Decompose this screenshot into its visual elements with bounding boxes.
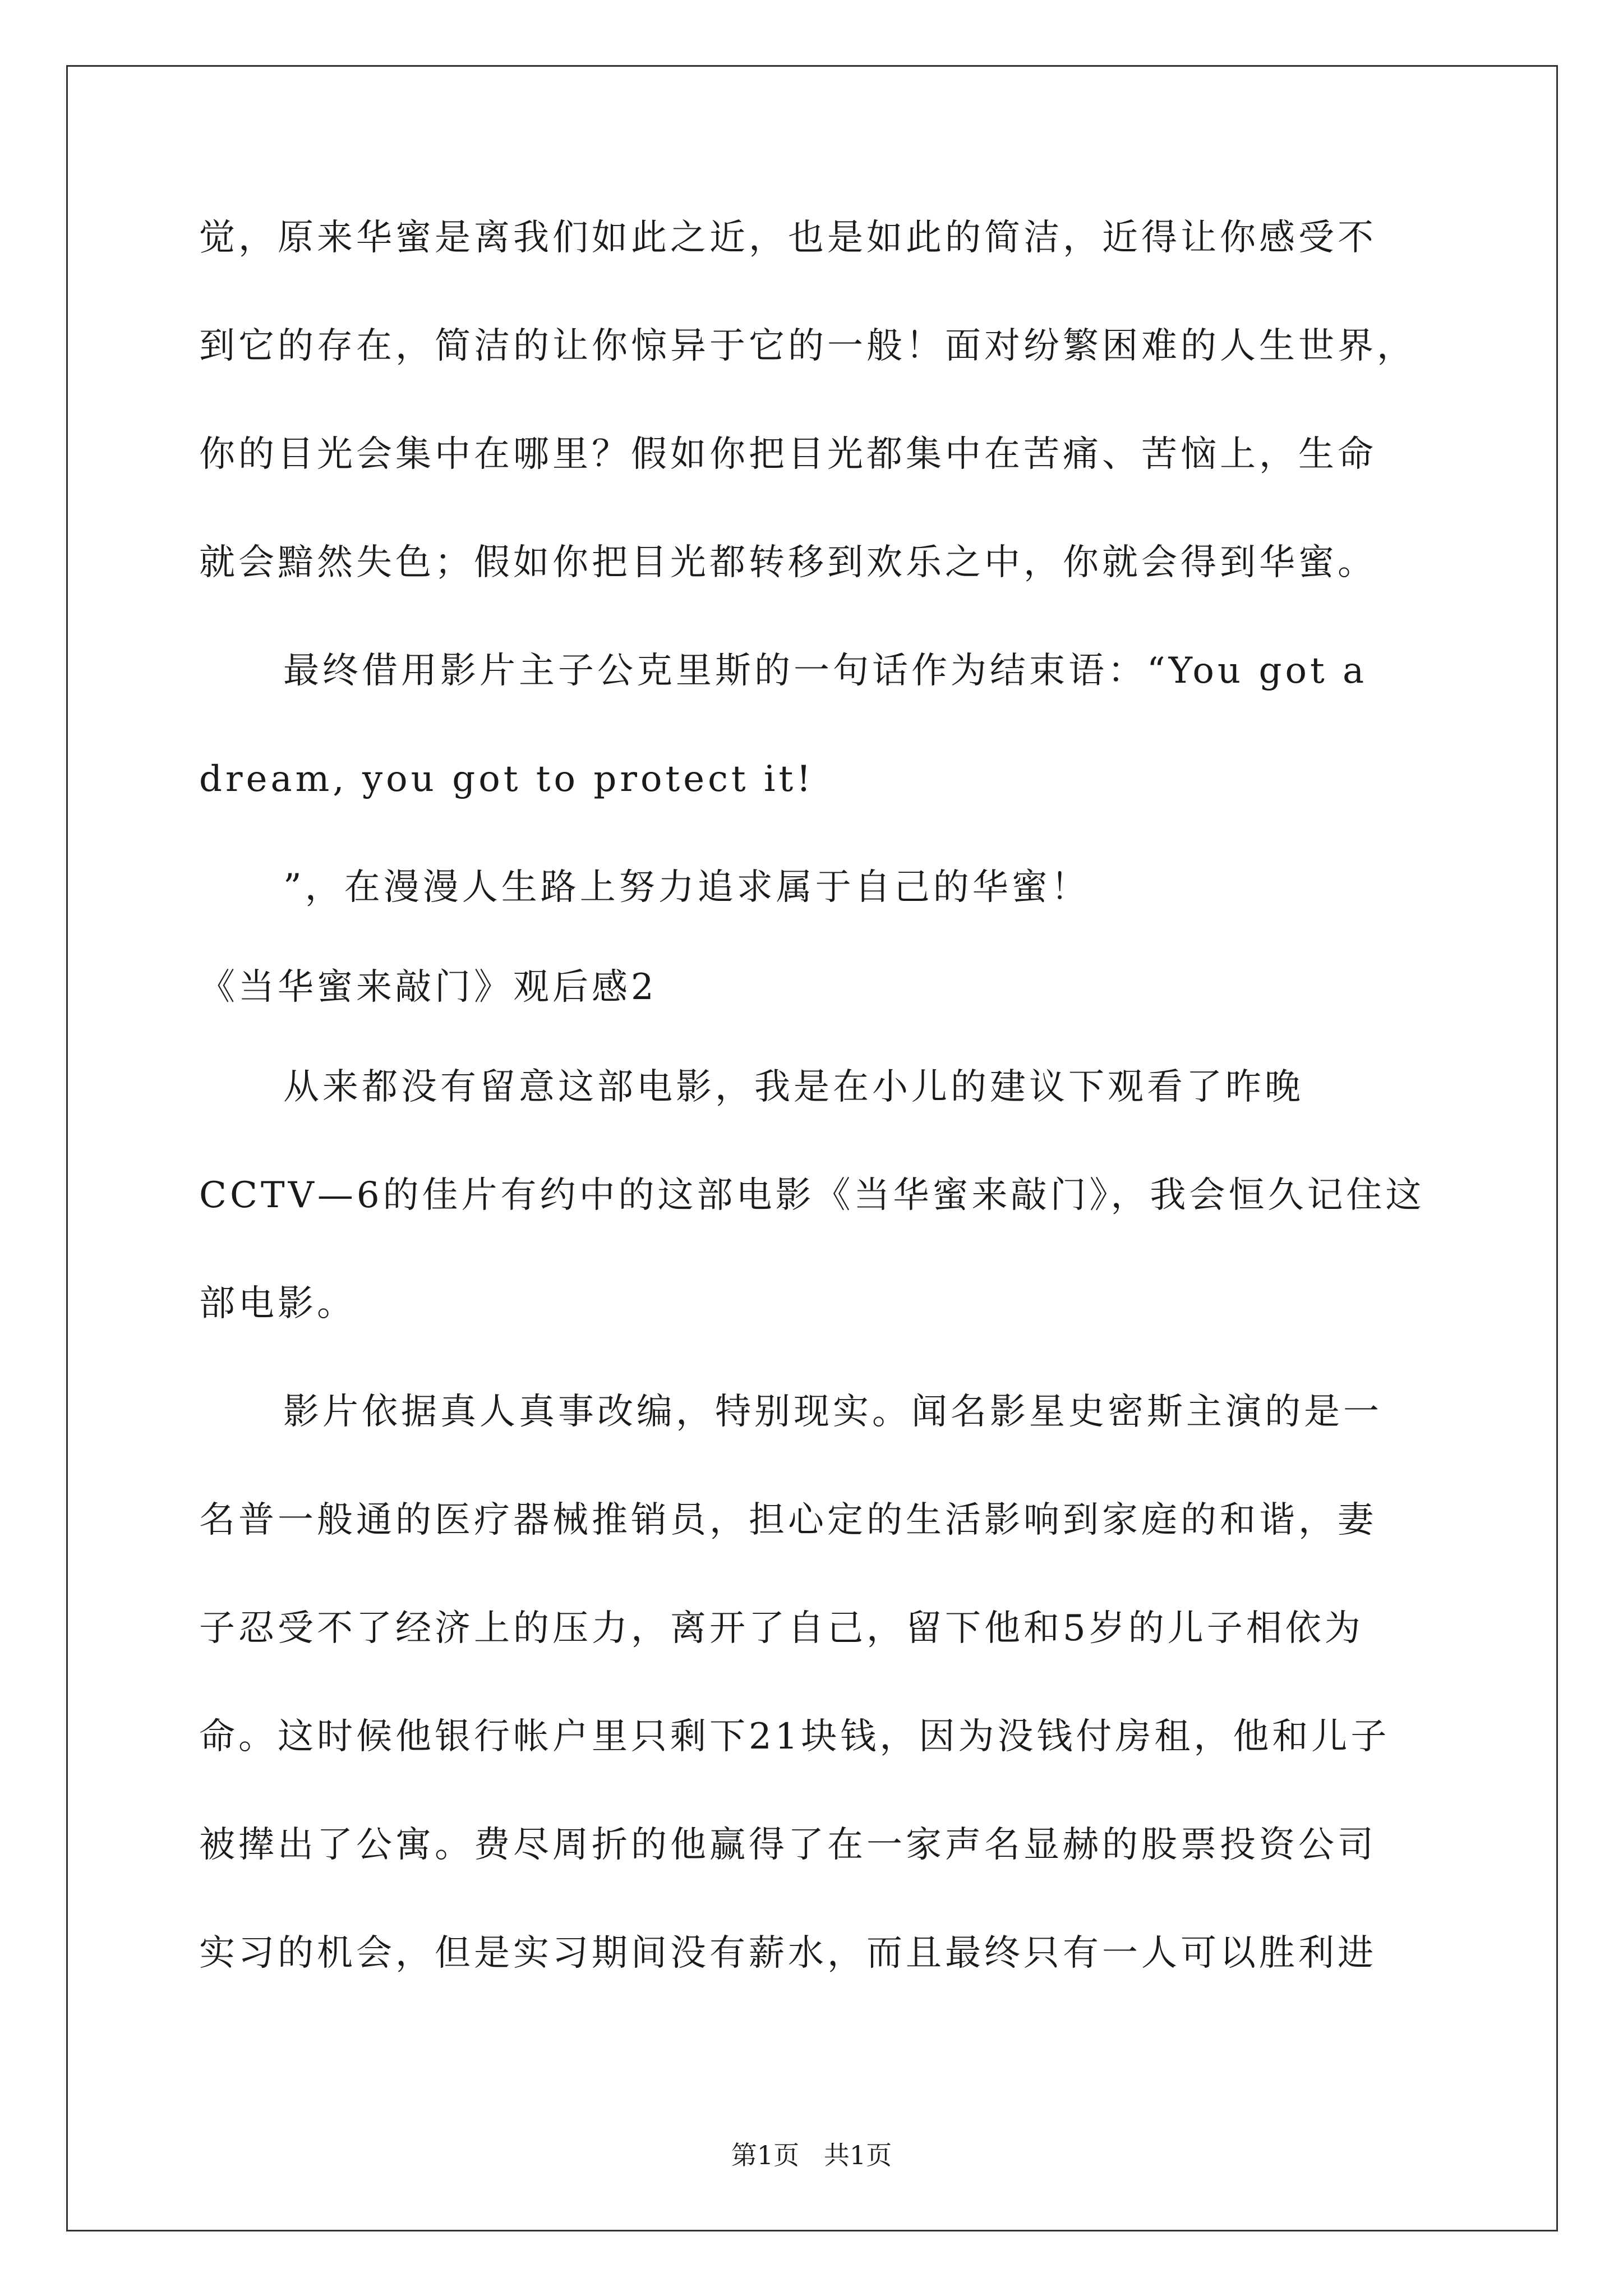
body-line-5: 最终借用影片主子公克里斯的一句话作为结束语：“You got a — [283, 650, 1368, 692]
body-line-14: 子忍受不了经济上的压力，离开了自己，留下他和5岁的儿子相依为 — [199, 1608, 1364, 1649]
body-line-17: 实习的机会，但是实习期间没有薪水，而且最终只有一人可以胜利进 — [199, 1932, 1377, 1974]
body-line-3: 你的目光会集中在哪里？假如你把目光都集中在苦痛、苦恼上，生命 — [199, 434, 1377, 475]
body-line-11: 部电影。 — [199, 1283, 356, 1324]
body-line-7: ”，在漫漫人生路上努力追求属于自己的华蜜！ — [283, 867, 1090, 908]
body-line-9: 从来都没有留意这部电影，我是在小儿的建议下观看了昨晚 — [283, 1066, 1304, 1108]
body-line-2: 到它的存在，简洁的让你惊异于它的一般！面对纷繁困难的人生世界， — [199, 325, 1416, 367]
body-line-15: 命。这时候他银行帐户里只剩下21块钱，因为没钱付房租，他和儿子 — [199, 1716, 1390, 1757]
body-line-10: CCTV—6的佳片有约中的这部电影《当华蜜来敲门》，我会恒久记住这 — [199, 1175, 1425, 1216]
body-line-6: dream, you got to protect it! — [199, 758, 814, 800]
body-line-4: 就会黯然失色；假如你把目光都转移到欢乐之中，你就会得到华蜜。 — [199, 542, 1377, 583]
body-line-12: 影片依据真人真事改编，特别现实。闻名影星史密斯主演的是一 — [283, 1391, 1382, 1433]
body-line-1: 觉，原来华蜜是离我们如此之近，也是如此的简洁，近得让你感受不 — [199, 217, 1377, 259]
body-line-16: 被撵出了公寓。费尽周折的他赢得了在一家声名显赫的股票投资公司 — [199, 1824, 1377, 1866]
body-line-13: 名普一般通的医疗器械推销员，担心定的生活影响到家庭的和谐，妻 — [199, 1499, 1377, 1541]
page-border — [66, 65, 1558, 2231]
section-heading: 《当华蜜来敲门》观后感2 — [199, 967, 657, 1008]
page-footer: 第1页 共1页 — [731, 2140, 892, 2170]
